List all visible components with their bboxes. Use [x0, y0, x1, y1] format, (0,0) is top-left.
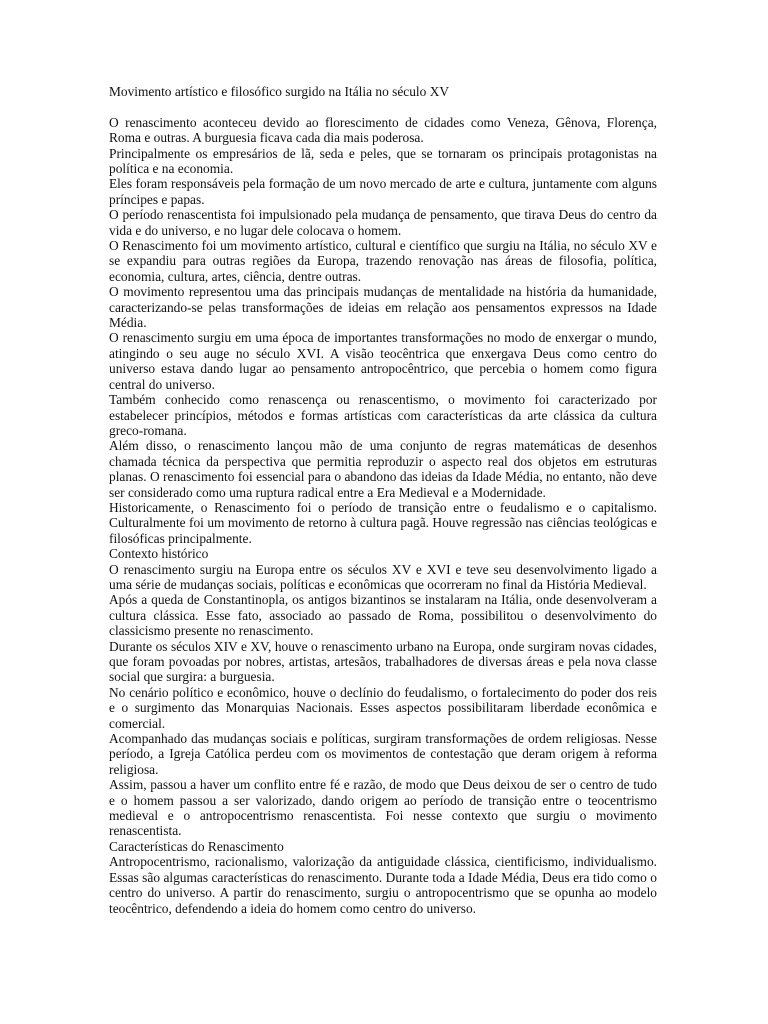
paragraph: Eles foram responsáveis pela formação de um novo mercado de arte e cultura, juntamente com alguns príncipes e papas. [109, 176, 657, 207]
paragraph: O renascimento surgiu em uma época de importantes transformações no modo de enxergar o mundo, atingindo o seu auge no século XVI. A visão teocêntrica que enxergava Deus como centro do universo estava dando lugar ao pensamento antropocêntrico, que percebia o homem como figura central do universo. [109, 330, 657, 392]
paragraph: Além disso, o renascimento lançou mão de uma conjunto de regras matemáticas de desenhos chamada técnica da perspectiva que permitia reproduzir o aspecto real dos objetos em estruturas planas. O renascimento foi essencial para o abandono das ideias da Idade Média, no entanto, não deve ser considerado como uma ruptura radical entre a Era Medieval e a Modernidade. [109, 438, 657, 500]
section-heading-historical-context: Contexto histórico [109, 546, 209, 562]
document-page [109, 84, 657, 916]
paragraph: Durante os séculos XIV e XV, houve o renascimento urbano na Europa, onde surgiram novas cidades, que foram povoadas por nobres, artistas, artesãos, trabalhadores de diversas áreas e pela nova classe social que surgira: a burguesia. [109, 638, 657, 685]
paragraph: Também conhecido como renascença ou renascentismo, o movimento foi caracterizado por estabelecer princípios, métodos e formas artísticas com características da arte clássica da cultura greco-romana. [109, 392, 657, 438]
paragraph: No cenário político e econômico, houve o declínio do feudalismo, o fortalecimento do poder dos reis e o surgimento das Monarquias Nacionais. Esses aspectos possibilitaram liberdade econômica e comercial. [109, 684, 657, 731]
section-heading-characteristics: Características do Renascimento [109, 838, 284, 854]
paragraph: O renascimento surgiu na Europa entre os séculos XV e XVI e teve seu desenvolvimento ligado a uma série de mudanças sociais, políticas e econômicas que ocorreram no final da História Medieval. [109, 561, 657, 592]
paragraph: Principalmente os empresários de lã, seda e peles, que se tornaram os principais protagonistas na política e na economia. [109, 145, 657, 177]
paragraph: O período renascentista foi impulsionado pela mudança de pensamento, que tirava Deus do centro da vida e do universo, e no lugar dele colocava o homem. [109, 207, 657, 238]
paragraph: O movimento representou uma das principais mudanças de mentalidade na história da humanidade, caracterizando-se pelas transformações de ideias em relação aos pensamentos expressos na Idade Média. [109, 284, 657, 331]
paragraph: Antropocentrismo, racionalismo, valorização da antiguidade clássica, cientificismo, individualismo. Essas são algumas características do renascimento. Durante toda a Idade Média, Deus era tido como o centro do universo. A partir do renascimento, surgiu o antropocentrismo que se opunha ao modelo teocêntrico, defendendo a ideia do homem como centro do universo. [109, 854, 657, 916]
paragraph: Assim, passou a haver um conflito entre fé e razão, de modo que Deus deixou de ser o centro de tudo e o homem passou a ser valorizado, dando origem ao período de transição entre o teocentrismo medieval e o antropocentrismo renascentista. Foi nesse contexto que surgiu o movimento renascentista. [109, 777, 657, 839]
paragraph: O Renascimento foi um movimento artístico, cultural e científico que surgiu na Itália, no século XV e se expandiu para outras regiões da Europa, trazendo renovação nas áreas de filosofia, política, economia, cultura, artes, ciência, dentre outras. [109, 238, 657, 284]
paragraph: O renascimento aconteceu devido ao florescimento de cidades como Veneza, Gênova, Florença, Roma e outras. A burguesia ficava cada dia mais poderosa. [109, 114, 657, 146]
document-title: Movimento artístico e filosófico surgido na Itália no século XV [109, 84, 450, 99]
paragraph: Após a queda de Constantinopla, os antigos bizantinos se instalaram na Itália, onde desenvolveram a cultura clássica. Esse fato, associado ao passado de Roma, possibilitou o desenvolvimento do classicismo presente no renascimento. [109, 592, 657, 639]
paragraph: Acompanhado das mudanças sociais e políticas, surgiram transformações de ordem religiosas. Nesse período, a Igreja Católica perdeu com os movimentos de contestação que deram origem à reforma religiosa. [109, 731, 657, 777]
paragraph: Historicamente, o Renascimento foi o período de transição entre o feudalismo e o capitalismo. Culturalmente foi um movimento de retorno à cultura pagã. Houve regressão nas ciências teológicas e filosóficas principalmente. [109, 499, 657, 546]
